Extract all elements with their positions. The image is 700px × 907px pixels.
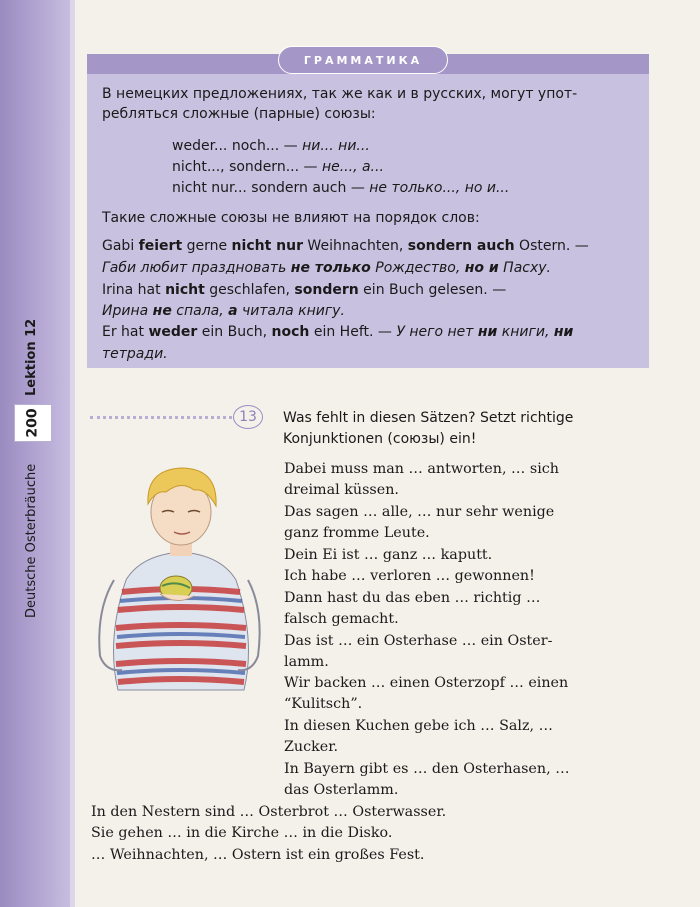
grammar-intro-line: В немецких предложениях, так же как и в русских, могут упот- — [102, 86, 578, 102]
grammar-example-line — [102, 323, 573, 342]
conjunction-pair — [172, 179, 509, 198]
exercise-sentence: Das ist … ein Osterhase … ein Oster- — [284, 633, 553, 649]
italic-text: не..., а... — [321, 159, 384, 175]
page-number-box — [14, 404, 52, 442]
exercise-sentence: Dabei muss man … antworten, … sich — [284, 461, 559, 477]
bold-text: feiert — [138, 238, 183, 254]
exercise-sentence: Sie gehen … in die Kirche … in die Disko. — [91, 825, 393, 841]
boy-illustration — [96, 460, 266, 700]
text-run: nicht nur... sondern auch — — [172, 180, 370, 196]
exercise-sentence: dreimal küssen. — [284, 482, 399, 498]
bold-text: sondern — [294, 282, 359, 298]
exercise-sentence: lamm. — [284, 654, 329, 670]
grammar-example-line — [102, 259, 551, 278]
exercise-task-line: Was fehlt in diesen Sätzen? Setzt richtige — [283, 410, 574, 426]
grammar-example-line — [102, 345, 168, 364]
italic-text: ни... ни... — [302, 138, 370, 154]
text-run: Gabi — [102, 238, 139, 254]
exercise-sentence: Das sagen … alle, … nur sehr wenige — [284, 504, 555, 520]
bold-text: nicht nur — [231, 238, 303, 254]
text-run: weder... noch... — — [172, 138, 303, 154]
grammar-example-line — [102, 302, 345, 321]
exercise-sentence: In Bayern gibt es … den Osterhasen, … — [284, 761, 570, 777]
exercise-sentence: das Osterlamm. — [284, 782, 399, 798]
bold-text: ни — [477, 324, 498, 340]
side-stripe — [70, 0, 75, 907]
page-number: 200 — [24, 408, 41, 438]
text-run: nicht..., sondern... — — [172, 159, 322, 175]
italic-text: книги, — [497, 324, 554, 340]
grammar-example-line — [102, 281, 506, 300]
lesson-label: Lektion 12 — [24, 318, 39, 396]
exercise-number: 13 — [233, 405, 263, 429]
italic-text: читала книгу. — [237, 303, 345, 319]
text-run: Irina hat — [102, 282, 166, 298]
text-run: Er hat — [102, 324, 149, 340]
italic-text: не только..., но и... — [369, 180, 510, 196]
bold-text: но и — [464, 260, 499, 276]
exercise-sentence: In diesen Kuchen gebe ich … Salz, … — [284, 718, 553, 734]
text-run: ein Buch gelesen. — — [358, 282, 507, 298]
text-run: Weihnachten, — [302, 238, 408, 254]
bold-text: не только — [290, 260, 371, 276]
exercise-task-line: Konjunktionen (союзы) ein! — [283, 431, 477, 447]
italic-text: тетради. — [102, 346, 168, 362]
text-run: gerne — [182, 238, 232, 254]
bold-text: nicht — [165, 282, 205, 298]
exercise-sentence: In den Nestern sind … Osterbrot … Osterwasser. — [91, 804, 447, 820]
exercise-sentence: falsch gemacht. — [284, 611, 399, 627]
text-run: geschlafen, — [204, 282, 295, 298]
conjunction-pair — [172, 158, 384, 177]
italic-text: Габи любит праздновать — [102, 260, 291, 276]
bold-text: ни — [553, 324, 574, 340]
exercise-sentence: ganz fromme Leute. — [284, 525, 430, 541]
italic-text: У него нет — [396, 324, 478, 340]
grammar-example-line — [102, 237, 589, 256]
grammar-title: ГРАММАТИКА — [278, 46, 448, 74]
exercise-sentence: Wir backen … einen Osterzopf … einen — [284, 675, 569, 691]
grammar-note: Такие сложные союзы не влияют на порядок слов: — [102, 210, 480, 226]
bold-text: не — [152, 303, 172, 319]
exercise-sentence: Zucker. — [284, 739, 339, 755]
side-bar — [0, 0, 70, 907]
italic-text: спала, — [171, 303, 229, 319]
text-run: ein Heft. — — [309, 324, 397, 340]
exercise-sentence: Dein Ei ist … ganz … kaputt. — [284, 547, 493, 563]
bold-text: noch — [271, 324, 310, 340]
text-run: ein Buch, — [197, 324, 272, 340]
exercise-sentence: Dann hast du das eben … richtig … — [284, 590, 541, 606]
exercise-dots — [90, 416, 232, 419]
conjunction-pair — [172, 137, 370, 156]
italic-text: Пасху. — [498, 260, 551, 276]
text-run: Ostern. — — [514, 238, 589, 254]
bold-text: weder — [148, 324, 198, 340]
grammar-intro-line: ребляться сложные (парные) союзы: — [102, 106, 376, 122]
bold-text: sondern auch — [407, 238, 515, 254]
topic-label: Deutsche Osterbräuche — [24, 463, 39, 618]
exercise-sentence: Ich habe … verloren … gewonnen! — [284, 568, 535, 584]
italic-text: Рождество, — [370, 260, 465, 276]
bold-text: а — [228, 303, 238, 319]
exercise-sentence: “Kulitsch”. — [284, 696, 363, 712]
italic-text: Ирина — [102, 303, 153, 319]
exercise-sentence: … Weihnachten, … Ostern ist ein großes Fest. — [91, 847, 425, 863]
